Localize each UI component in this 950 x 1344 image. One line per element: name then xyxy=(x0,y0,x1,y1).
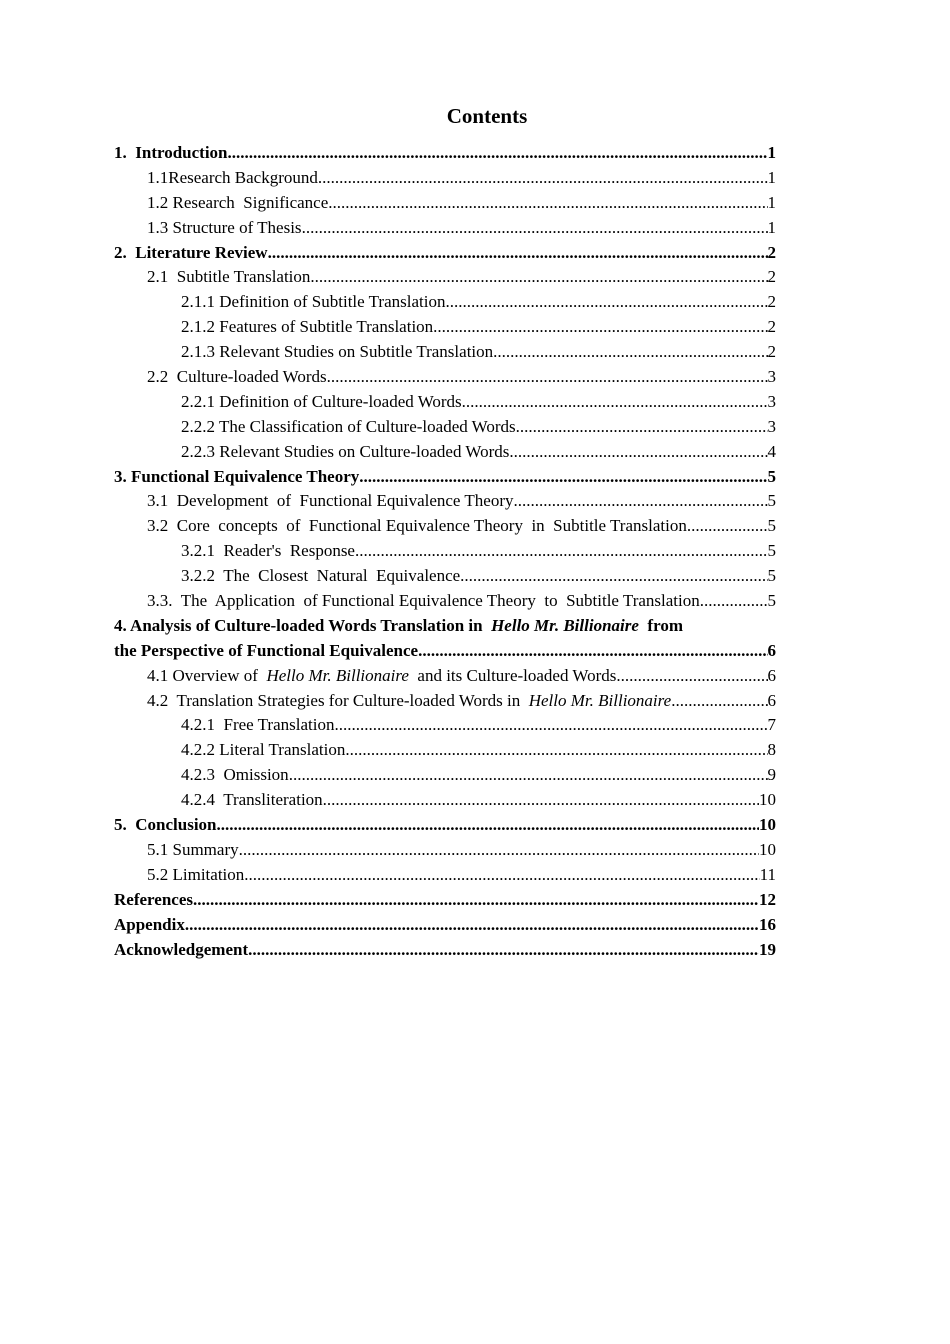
toc-dot-leader xyxy=(514,489,768,514)
toc-entry-label xyxy=(114,614,683,639)
toc-entry xyxy=(114,863,776,888)
toc-dot-leader xyxy=(687,514,768,539)
toc-entry-label-part: and its Culture-loaded Words xyxy=(408,665,617,685)
toc-entry xyxy=(114,813,776,838)
toc-dot-leader xyxy=(244,863,759,888)
toc-entry-line xyxy=(114,639,776,664)
toc-entry xyxy=(114,489,776,514)
toc-entry-label: 3.2.1 Reader's Response xyxy=(181,541,355,561)
toc-page-number: 16 xyxy=(759,914,776,934)
toc-entry-label: 2. Literature Review xyxy=(114,242,268,262)
toc-entry-line xyxy=(114,938,776,963)
toc-dot-leader xyxy=(345,738,767,763)
toc-entry-line xyxy=(114,888,776,913)
toc-entry-label: 5.2 Limitation xyxy=(147,864,245,884)
toc-entry xyxy=(114,241,776,266)
toc-page-number: 2 xyxy=(767,242,776,262)
toc-page-number: 5 xyxy=(767,566,776,586)
toc-page-number: 7 xyxy=(767,715,776,735)
toc-entry-line xyxy=(114,141,776,166)
toc-page-number: 1 xyxy=(767,192,776,212)
toc-entry-label: References xyxy=(114,889,193,909)
toc-entry-line xyxy=(147,191,776,216)
toc-entry-label: 4.2.1 Free Translation xyxy=(181,715,335,735)
toc-page-number: 3 xyxy=(767,416,776,436)
toc-dot-leader xyxy=(289,763,768,788)
toc-entry-label: 3.2.2 The Closest Natural Equivalence xyxy=(181,566,461,586)
toc-entry-film-title: Hello Mr. Billionaire xyxy=(528,690,672,710)
toc-entry xyxy=(114,415,776,440)
toc-entry-line xyxy=(147,863,776,888)
toc-entry-label-part: 4.1 Overview of xyxy=(147,665,267,685)
toc-entry-line xyxy=(181,440,776,465)
toc-dot-leader xyxy=(334,713,767,738)
toc-entry-line xyxy=(147,838,776,863)
toc-page-number: 10 xyxy=(759,839,776,859)
toc-entry-label: the Perspective of Functional Equivalence xyxy=(114,640,419,660)
toc-entry xyxy=(114,166,776,191)
toc-entry-line xyxy=(114,813,776,838)
toc-entry xyxy=(114,365,776,390)
toc-dot-leader xyxy=(700,589,768,614)
toc-entry xyxy=(114,564,776,589)
toc-entry-line xyxy=(147,589,776,614)
toc-entry-line xyxy=(147,689,776,714)
toc-dot-leader xyxy=(268,241,768,266)
toc-dot-leader xyxy=(323,788,759,813)
toc-entry xyxy=(114,465,776,490)
toc-page-number: 2 xyxy=(767,317,776,337)
toc-dot-leader xyxy=(310,265,767,290)
toc-entry-line xyxy=(181,340,776,365)
toc-entry-label xyxy=(147,664,616,689)
toc-entry-label-part: from xyxy=(638,615,683,635)
toc-dot-leader xyxy=(185,913,759,938)
toc-dot-leader xyxy=(460,564,767,589)
toc-page-number: 2 xyxy=(767,267,776,287)
toc-page-number: 10 xyxy=(759,790,776,810)
toc-dot-leader xyxy=(462,390,768,415)
toc-entry-line xyxy=(147,514,776,539)
page-title: Contents xyxy=(446,104,528,128)
toc-entry xyxy=(114,838,776,863)
toc-page-number: 10 xyxy=(759,815,776,835)
toc-dot-leader xyxy=(302,216,768,241)
toc-entry-line xyxy=(147,664,776,689)
toc-entry xyxy=(114,589,776,614)
toc-dot-leader xyxy=(671,689,767,714)
toc-dot-leader xyxy=(248,938,759,963)
toc-entry-line xyxy=(147,365,776,390)
toc-entry xyxy=(114,290,776,315)
toc-entry-film-title: Hello Mr. Billionaire xyxy=(491,615,639,635)
toc-dot-leader xyxy=(616,664,767,689)
toc-entry-line xyxy=(181,738,776,763)
toc-page-number: 6 xyxy=(767,640,776,660)
toc-entry-line xyxy=(181,788,776,813)
toc-entry-label: Acknowledgement xyxy=(114,939,249,959)
toc-page-number: 1 xyxy=(767,143,776,162)
toc-entry xyxy=(114,913,776,938)
toc-entry xyxy=(114,265,776,290)
toc-entry xyxy=(114,539,776,564)
toc-entry-label: 1.3 Structure of Thesis xyxy=(147,217,302,237)
toc-entry-label: 4.2.4 Transliteration xyxy=(181,790,323,810)
toc-dot-leader xyxy=(327,365,768,390)
toc-page-number: 5 xyxy=(767,516,776,536)
toc-entry xyxy=(114,315,776,340)
toc-entry-label: 2.2.2 The Classification of Culture-loaded Words xyxy=(181,416,516,436)
toc-entry-label: Appendix xyxy=(114,914,185,934)
toc-page-number: 12 xyxy=(759,889,776,909)
toc-entry xyxy=(114,340,776,365)
toc-dot-leader xyxy=(239,838,759,863)
toc-entry xyxy=(114,614,776,639)
toc-page-number: 5 xyxy=(767,466,776,486)
toc-page-number: 8 xyxy=(767,740,776,760)
toc-page-number: 1 xyxy=(767,167,776,187)
toc-entry-label: 1.2 Research Significance xyxy=(147,192,329,212)
toc-dot-leader xyxy=(318,166,768,191)
toc-page-number: 5 xyxy=(767,491,776,511)
toc-entry-label: 4.2.2 Literal Translation xyxy=(181,740,346,760)
toc-page-number: 19 xyxy=(759,939,776,959)
toc-page-number: 5 xyxy=(767,541,776,561)
toc-page-number: 5 xyxy=(767,591,776,611)
toc-page-number: 2 xyxy=(767,342,776,362)
toc-entry xyxy=(114,763,776,788)
toc-entry xyxy=(114,216,776,241)
toc-entry-film-title: Hello Mr. Billionaire xyxy=(266,665,409,685)
toc-entry-line xyxy=(114,241,776,266)
toc-entry-line xyxy=(181,539,776,564)
toc-entry-line xyxy=(181,763,776,788)
toc-dot-leader xyxy=(509,440,767,465)
toc-entry-line xyxy=(181,290,776,315)
toc-page-number: 1 xyxy=(767,217,776,237)
toc-dot-leader xyxy=(493,340,767,365)
toc-entry-label: 2.1.1 Definition of Subtitle Translation xyxy=(181,292,446,312)
toc-entry-label xyxy=(147,689,671,714)
toc-dot-leader xyxy=(433,315,767,340)
toc-dot-leader xyxy=(418,639,767,664)
toc-entry-line xyxy=(114,465,776,490)
toc-entry-line xyxy=(147,489,776,514)
toc-entry xyxy=(114,788,776,813)
toc-page-number: 3 xyxy=(767,367,776,387)
toc-entry xyxy=(114,141,776,166)
table-of-contents xyxy=(114,141,776,962)
toc-entry-line xyxy=(147,166,776,191)
toc-entry-line xyxy=(181,415,776,440)
toc-dot-leader xyxy=(193,888,759,913)
toc-entry xyxy=(114,514,776,539)
toc-dot-leader xyxy=(228,141,768,166)
toc-entry-label: 2.1 Subtitle Translation xyxy=(147,267,311,287)
toc-entry-line xyxy=(114,913,776,938)
toc-entry-label: 2.2.1 Definition of Culture-loaded Words xyxy=(181,391,462,411)
toc-dot-leader xyxy=(359,465,767,490)
toc-entry xyxy=(114,888,776,913)
toc-entry xyxy=(114,689,776,714)
toc-entry-label: 2.2 Culture-loaded Words xyxy=(147,367,327,387)
toc-entry-label: 3.3. The Application of Functional Equivalence Theory to Subtitle Translation xyxy=(147,591,700,611)
toc-entry-label-part: 4.2 Translation Strategies for Culture-loaded Words in xyxy=(147,690,529,710)
toc-entry-line xyxy=(181,390,776,415)
toc-entry-label: 3. Functional Equivalence Theory xyxy=(114,466,360,486)
toc-dot-leader xyxy=(328,191,767,216)
toc-dot-leader xyxy=(355,539,768,564)
toc-page-number: 2 xyxy=(767,292,776,312)
toc-entry xyxy=(114,713,776,738)
toc-entry-label-part: 4. Analysis of Culture-loaded Words Translation in xyxy=(114,615,492,635)
toc-entry xyxy=(114,191,776,216)
toc-page-number: 9 xyxy=(767,765,776,785)
toc-dot-leader xyxy=(217,813,760,838)
toc-entry-label: 2.2.3 Relevant Studies on Culture-loaded Words xyxy=(181,441,510,461)
toc-page-number: 3 xyxy=(767,391,776,411)
toc-entry-line xyxy=(181,315,776,340)
toc-entry-line xyxy=(114,614,776,639)
toc-entry-line xyxy=(147,216,776,241)
toc-entry-label: 1. Introduction xyxy=(114,143,228,162)
toc-page-number: 6 xyxy=(767,690,776,710)
toc-page-number: 11 xyxy=(759,864,776,884)
toc-entry-label: 2.1.2 Features of Subtitle Translation xyxy=(181,317,434,337)
toc-entry-label: 5.1 Summary xyxy=(147,839,239,859)
toc-entry-line xyxy=(147,265,776,290)
toc-entry-line xyxy=(181,713,776,738)
toc-dot-leader xyxy=(445,290,767,315)
toc-page-number: 4 xyxy=(767,441,776,461)
toc-entry-label: 4.2.3 Omission xyxy=(181,765,289,785)
toc-entry-label: 5. Conclusion xyxy=(114,815,217,835)
toc-entry-line xyxy=(181,564,776,589)
toc-dot-leader xyxy=(516,415,768,440)
toc-entry-label: 2.1.3 Relevant Studies on Subtitle Translation xyxy=(181,342,494,362)
toc-entry xyxy=(114,390,776,415)
toc-entry-label: 3.1 Development of Functional Equivalence Theory xyxy=(147,491,514,511)
toc-entry xyxy=(114,664,776,689)
toc-entry xyxy=(114,639,776,664)
toc-entry-label: 1.1Research Background xyxy=(147,167,318,187)
toc-entry-label: 3.2 Core concepts of Functional Equivalence Theory in Subtitle Translation xyxy=(147,516,687,536)
toc-entry xyxy=(114,738,776,763)
toc-entry xyxy=(114,440,776,465)
toc-page-number: 6 xyxy=(767,665,776,685)
toc-entry xyxy=(114,938,776,963)
